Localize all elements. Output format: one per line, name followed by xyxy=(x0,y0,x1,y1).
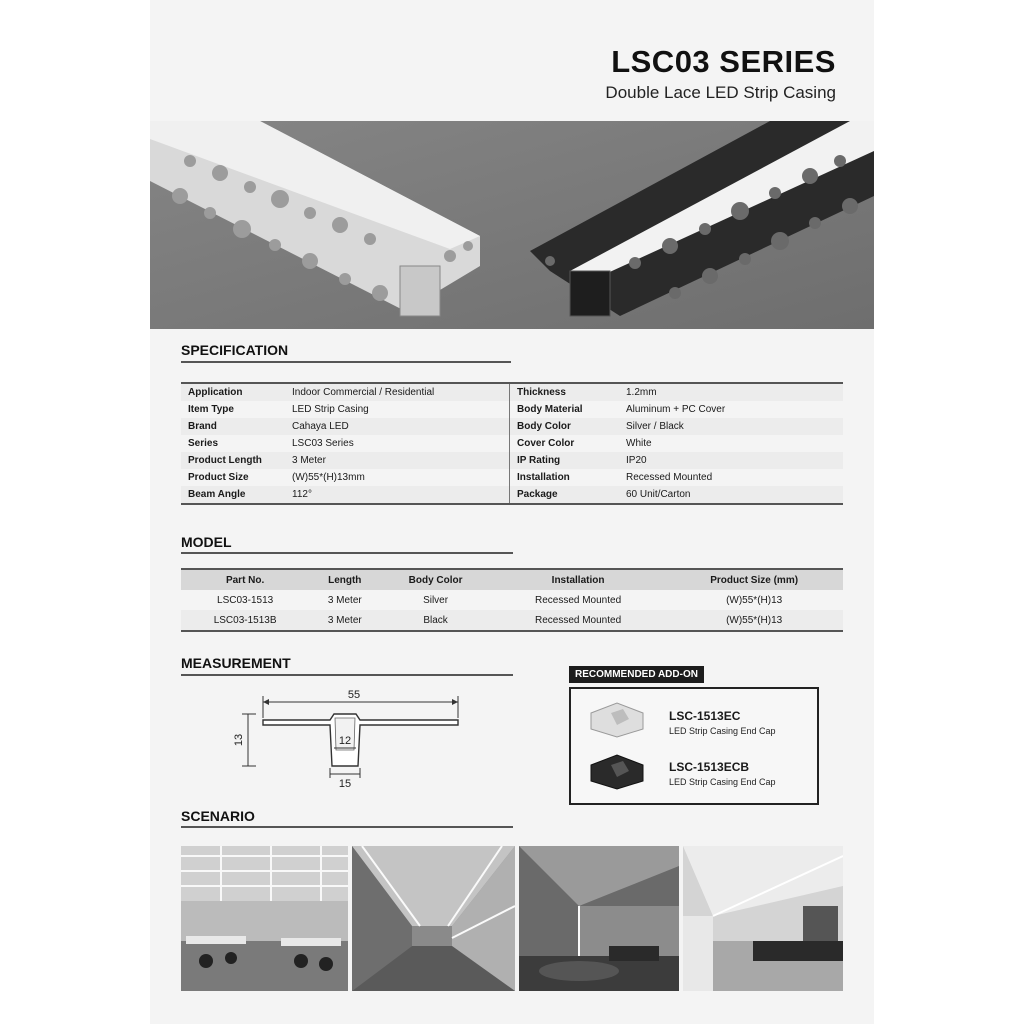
model-cell: Recessed Mounted xyxy=(534,594,622,606)
model-cell: LSC03-1513B xyxy=(181,610,309,631)
measurement-heading: MEASUREMENT xyxy=(181,655,291,671)
spec-row xyxy=(181,452,843,469)
silver-endcap-image xyxy=(587,699,647,739)
spec-key: Application xyxy=(181,383,285,401)
spec-value: White xyxy=(626,438,652,449)
model-column-header: Length xyxy=(309,569,380,590)
datasheet-page xyxy=(150,0,874,1024)
specification-table xyxy=(181,382,843,505)
spec-value: Indoor Commercial / Residential xyxy=(285,383,510,401)
spec-key: Cover Color xyxy=(517,438,575,449)
spec-key: Brand xyxy=(181,418,285,435)
addon-item-desc: LED Strip Casing End Cap xyxy=(669,777,776,787)
spec-value: 3 Meter xyxy=(285,452,510,469)
scenario-corridor-image xyxy=(352,846,515,991)
spec-key: Thickness xyxy=(510,383,620,401)
spec-row xyxy=(181,469,843,486)
model-column-header: Installation xyxy=(491,569,665,590)
measurement-underline xyxy=(181,674,513,676)
model-table xyxy=(181,568,843,632)
addon-item-name: LSC-1513EC xyxy=(669,709,741,723)
dim-height-label: 13 xyxy=(233,733,245,747)
dim-width-label: 55 xyxy=(347,689,361,701)
model-cell: 3 Meter xyxy=(327,594,362,606)
model-row xyxy=(181,610,843,631)
spec-value: LED Strip Casing xyxy=(285,401,510,418)
spec-key: Product Length xyxy=(181,452,285,469)
black-endcap-image xyxy=(587,751,647,791)
scenario-office-image xyxy=(181,846,348,991)
spec-value: (W)55*(H)13mm xyxy=(285,469,510,486)
model-heading: MODEL xyxy=(181,534,232,550)
spec-value: Aluminum + PC Cover xyxy=(626,404,726,415)
model-cell: (W)55*(H)13 xyxy=(726,594,783,606)
spec-key: Body Color xyxy=(510,418,620,435)
addon-tag: RECOMMENDED ADD-ON xyxy=(569,666,704,683)
spec-key: Beam Angle xyxy=(181,486,285,504)
spec-row xyxy=(181,383,843,401)
spec-value: Recessed Mounted xyxy=(626,472,713,483)
dim-inner-label: 12 xyxy=(338,735,352,747)
spec-row xyxy=(181,401,843,418)
scenario-underline xyxy=(181,826,513,828)
addon-item-desc: LED Strip Casing End Cap xyxy=(669,726,776,736)
model-column-header: Part No. xyxy=(181,569,309,590)
spec-row xyxy=(181,435,843,452)
specification-underline xyxy=(181,361,511,363)
spec-value: 60 Unit/Carton xyxy=(619,486,843,504)
spec-key: Package xyxy=(510,486,620,504)
spec-row xyxy=(181,418,843,435)
spec-value: Cahaya LED xyxy=(285,418,510,435)
scenario-living-image xyxy=(519,846,679,991)
page-title: LSC03 SERIES xyxy=(611,44,836,79)
spec-key: Product Size xyxy=(188,472,249,483)
model-cell: 3 Meter xyxy=(309,610,380,631)
scenario-heading: SCENARIO xyxy=(181,808,255,824)
spec-key: Item Type xyxy=(188,404,234,415)
page-subtitle: Double Lace LED Strip Casing xyxy=(605,83,836,102)
model-cell: Recessed Mounted xyxy=(491,610,665,631)
spec-value: IP20 xyxy=(619,452,843,469)
addon-box xyxy=(569,687,819,805)
specification-heading: SPECIFICATION xyxy=(181,342,289,358)
model-row xyxy=(181,590,843,610)
spec-row xyxy=(181,486,843,504)
spec-value: 112° xyxy=(285,486,510,504)
spec-key: Body Material xyxy=(517,404,583,415)
spec-value: Silver / Black xyxy=(619,418,843,435)
spec-key: Series xyxy=(188,438,219,449)
measurement-diagram xyxy=(230,688,470,788)
scenario-kitchen-image xyxy=(683,846,843,991)
model-cell: LSC03-1513 xyxy=(217,594,274,606)
hero-product-image xyxy=(150,121,874,329)
spec-key: Installation xyxy=(517,472,570,483)
model-underline xyxy=(181,552,513,554)
model-column-header: Product Size (mm) xyxy=(665,569,843,590)
model-column-header: Body Color xyxy=(380,569,491,590)
model-cell: Silver xyxy=(423,594,449,606)
spec-key: IP Rating xyxy=(510,452,620,469)
spec-value: LSC03 Series xyxy=(285,435,510,452)
addon-item-name: LSC-1513ECB xyxy=(669,760,750,774)
spec-value: 1.2mm xyxy=(619,383,843,401)
dim-outer-label: 15 xyxy=(338,778,352,788)
model-cell: Black xyxy=(380,610,491,631)
model-cell: (W)55*(H)13 xyxy=(665,610,843,631)
